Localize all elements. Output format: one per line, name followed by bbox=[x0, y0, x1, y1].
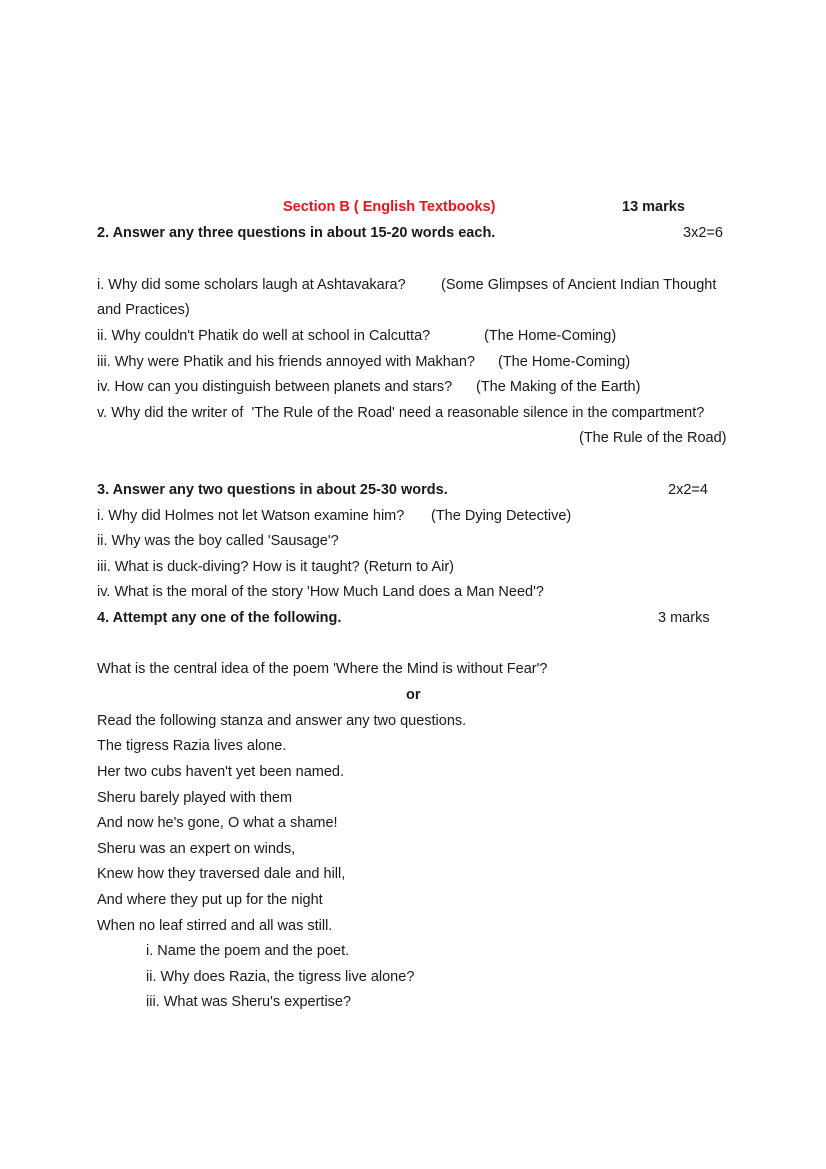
q2-item-4-source: (The Making of the Earth) bbox=[476, 379, 641, 395]
q3-item-1: i. Why did Holmes not let Watson examine him? bbox=[97, 508, 405, 524]
section-marks: 13 marks bbox=[622, 199, 685, 215]
stanza-line: Sheru barely played with them bbox=[97, 790, 293, 806]
q2-item-5: v. Why did the writer of 'The Rule of the Road' need a reasonable silence in the compartment? bbox=[97, 405, 705, 421]
q2-marks: 3x2=6 bbox=[683, 225, 723, 241]
question-text: i. Why did some scholars laugh at Ashtavakara? bbox=[97, 277, 406, 293]
q2-item-1-source-cont: and Practices) bbox=[97, 302, 190, 318]
q3-item-4: iv. What is the moral of the story 'How Much Land does a Man Need'? bbox=[97, 584, 544, 600]
q3-item-1-source: (The Dying Detective) bbox=[431, 508, 572, 524]
sub-question: ii. Why does Razia, the tigress live alone? bbox=[146, 969, 415, 985]
stanza-line: When no leaf stirred and all was still. bbox=[97, 918, 333, 934]
q2-heading: 2. Answer any three questions in about 15-20 words each. bbox=[97, 225, 496, 241]
sub-question: i. Name the poem and the poet. bbox=[146, 943, 350, 959]
q2-item-4: iv. How can you distinguish between planets and stars? bbox=[97, 379, 453, 395]
q4-option-1: What is the central idea of the poem 'Where the Mind is without Fear'? bbox=[97, 661, 548, 677]
q4-heading: 4. Attempt any one of the following. bbox=[97, 610, 342, 626]
stanza-line: And where they put up for the night bbox=[97, 892, 323, 908]
q4-marks: 3 marks bbox=[658, 610, 710, 626]
q2-item-1-source: (Some Glimpses of Ancient Indian Thought bbox=[441, 277, 717, 293]
q3-item-2: ii. Why was the boy called 'Sausage'? bbox=[97, 533, 339, 549]
stanza-line: Sheru was an expert on winds, bbox=[97, 841, 296, 857]
q2-item-2: ii. Why couldn't Phatik do well at school in Calcutta? bbox=[97, 328, 431, 344]
q2-item-1 bbox=[97, 276, 406, 294]
q2-item-5-source: (The Rule of the Road) bbox=[579, 430, 727, 446]
q2-item-3-source: (The Home-Coming) bbox=[498, 354, 631, 370]
q2-item-2-source: (The Home-Coming) bbox=[484, 328, 617, 344]
stanza-line: And now he's gone, O what a shame! bbox=[97, 815, 338, 831]
section-title: Section B ( English Textbooks) bbox=[283, 199, 496, 215]
sub-question: iii. What was Sheru's expertise? bbox=[146, 994, 352, 1010]
stanza-line: The tigress Razia lives alone. bbox=[97, 738, 287, 754]
q3-heading: 3. Answer any two questions in about 25-30 words. bbox=[97, 482, 448, 498]
q3-item-3: iii. What is duck-diving? How is it taught? (Return to Air) bbox=[97, 559, 454, 575]
q2-item-3: iii. Why were Phatik and his friends annoyed with Makhan? bbox=[97, 354, 475, 370]
stanza-line: Her two cubs haven't yet been named. bbox=[97, 764, 344, 780]
stanza-line: Knew how they traversed dale and hill, bbox=[97, 866, 346, 882]
q4-option-2-intro: Read the following stanza and answer any two questions. bbox=[97, 713, 467, 729]
q3-marks: 2x2=4 bbox=[668, 482, 708, 498]
or-divider: or bbox=[406, 687, 421, 703]
